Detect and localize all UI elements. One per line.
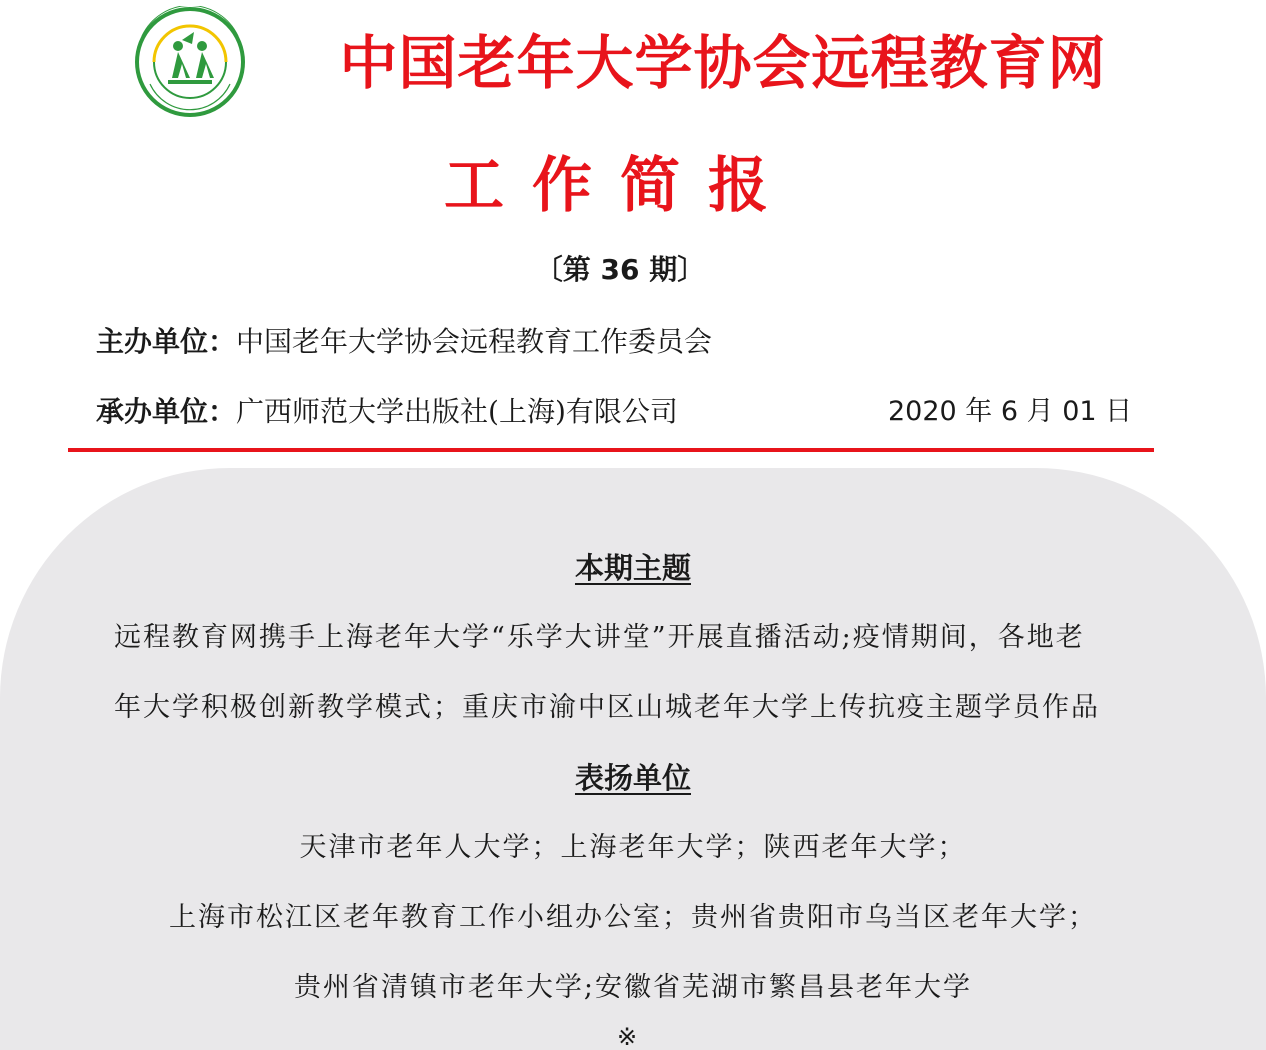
topic-line: 远程教育网携手上海老年大学“乐学大讲堂”开展直播活动;疫情期间，各地老: [114, 622, 1085, 653]
commended-units-line: 天津市老年人大学；上海老年大学；陕西老年大学；: [299, 832, 967, 863]
organizer-line: [96, 392, 678, 432]
topic-heading-text: 本期主题: [574, 551, 691, 585]
commended-units-line: 贵州省清镇市老年大学;安徽省芜湖市繁昌县老年大学: [293, 972, 973, 1003]
issue-number: 〔第 36 期〕: [534, 253, 706, 286]
topic-line: 年大学积极创新教学模式；重庆市渝中区山城老年大学上传抗疫主题学员作品: [114, 692, 1100, 723]
topic-heading: [0, 548, 1266, 588]
document-title: 工作简报: [444, 151, 796, 221]
commended-units-line: 上海市松江区老年教育工作小组办公室；贵州省贵阳市乌当区老年大学；: [169, 902, 1097, 933]
organization-title: 中国老年大学协会远程教育网: [339, 29, 1107, 97]
header-divider: [68, 448, 1154, 452]
organizer-value: 广西师范大学出版社(上海)有限公司: [236, 395, 678, 428]
sponsor-label: 主办单位：: [96, 325, 237, 358]
issue-date: 2020 年 6 月 01 日: [888, 396, 1133, 427]
sponsor-value: 中国老年大学协会远程教育工作委员会: [236, 325, 713, 358]
commendation-heading: [0, 758, 1266, 798]
section-separator-mark: ※: [616, 1023, 638, 1050]
sponsor-line: [96, 322, 712, 362]
commendation-heading-text: 表扬单位: [574, 761, 691, 795]
organizer-label: 承办单位：: [96, 395, 237, 428]
